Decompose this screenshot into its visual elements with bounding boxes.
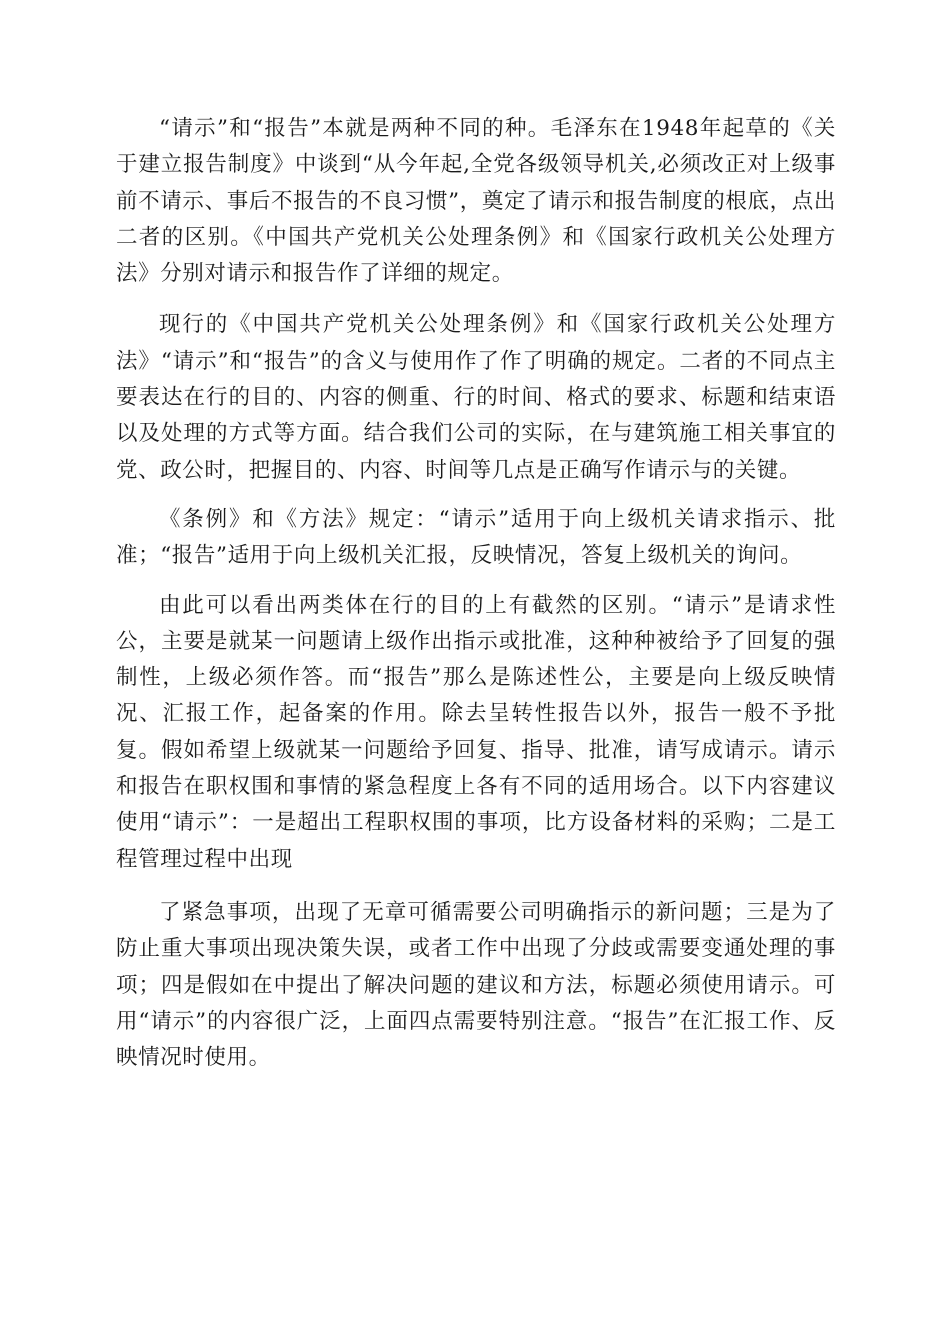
paragraph-definitions: 《条例》和《方法》规定：“请示”适用于向上级机关请求指示、批准；“报告”适用于向上级机关汇报，反映情况，答复上级机关的询问。 [116, 506, 836, 569]
paragraph-usage: 了紧急事项，出现了无章可循需要公司明确指示的新问题；三是为了防止重大事项出现决策失误，或者工作中出现了分歧或需要变通处理的事项；四是假如在中提出了解决问题的建议和方法，标题必须使用请示。可用“请示”的内容很广泛，上面四点需要特别注意。“报告”在汇报工作、反映情况时使用。 [116, 899, 836, 1071]
paragraph-differences: 由此可以看出两类体在行的目的上有截然的区别。“请示”是请求性公，主要是就某一问题请上级作出指示或批准，这种种被给予了回复的强制性，上级必须作答。而“报告”那么是陈述性公，主要是向上级反映情况、汇报工作，起备案的作用。除去呈转性报告以外，报告一般不予批复。假如希望上级就某一问题给予回复、指导、批准，请写成请示。请示和报告在职权围和事情的紧急程度上各有不同的适用场合。以下内容建议使用“请示”：一是超出工程职权围的事项，比方设备材料的采购；二是工程管理过程中出现 [116, 592, 836, 872]
document-body [116, 111, 836, 1076]
paragraph-regulations: 现行的《中国共产党机关公处理条例》和《国家行政机关公处理方法》“请示”和“报告”的含义与使用作了作了明确的规定。二者的不同点主要表达在行的目的、内容的侧重、行的时间、格式的要求、标题和结束语以及处理的方式等方面。结合我们公司的实际，在与建筑施工相关事宜的党、政公时，把握目的、内容、时间等几点是正确写作请示与的关键。 [116, 312, 836, 483]
paragraph-history: “请示”和“报告”本就是两种不同的种。毛泽东在1948年起草的《关于建立报告制度》中谈到“从今年起,全党各级领导机关,必须改正对上级事前不请示、事后不报告的不良习惯”，奠定了请示和报告制度的根底，点出二者的区别。《中国共产党机关公处理条例》和《国家行政机关公处理方法》分别对请示和报告作了详细的规定。 [116, 116, 836, 287]
